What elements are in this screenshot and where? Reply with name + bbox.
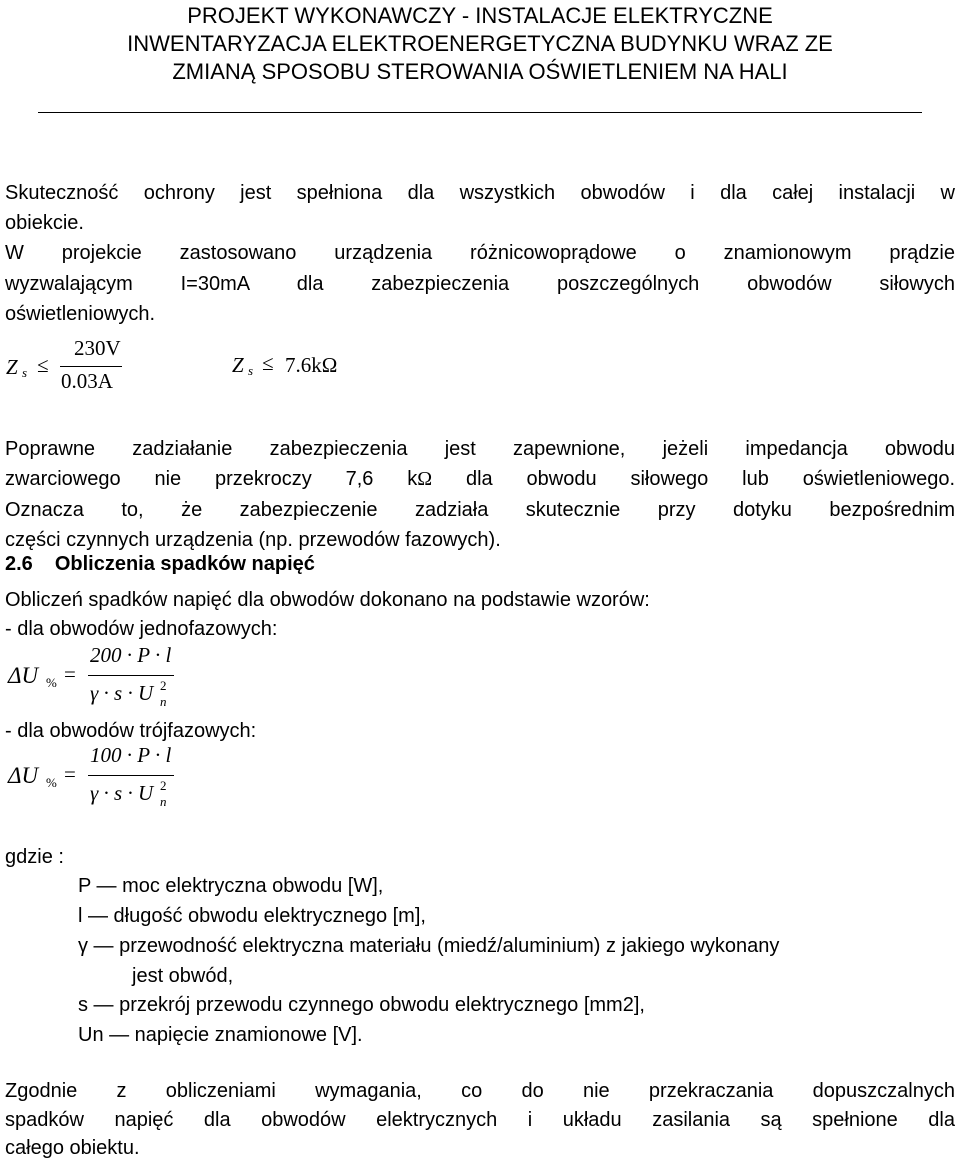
formula-1ph-den-sub: n	[160, 694, 167, 709]
formula-zs-lhs: Z	[6, 355, 18, 379]
ohm-symbol: Ω	[417, 468, 433, 490]
formula-zs2-sub: s	[248, 363, 254, 378]
impedance-l2-part-a: zwarciowego nie przekroczy 7,6 k	[5, 468, 418, 490]
formula-1ph-num: 200 · P · l	[90, 643, 172, 667]
conclusion-l1: Zgodnie z obliczeniami wymagania, co do nie przekraczania dopuszczalnych	[5, 1080, 955, 1102]
formula-3ph-eq: =	[64, 762, 76, 786]
legend-item-conductivity: γ — przewodność elektryczna materiału (miedź/aluminium) z jakiego wykonany	[78, 935, 780, 957]
legend-item-conductivity-cont: jest obwód,	[132, 965, 234, 987]
document-header	[0, 0, 960, 86]
conclusion-l3: całego obiektu.	[5, 1137, 140, 1159]
section-number: 2.6	[5, 553, 33, 575]
formula-zs-den: 0.03A	[61, 369, 113, 393]
formula-1ph-lhs: ΔU	[8, 663, 39, 688]
formula-3ph-lhs: ΔU	[8, 763, 39, 788]
paragraph-rcd-l3: oświetleniowych.	[5, 303, 156, 325]
formula-3ph-den: γ · s · U	[90, 781, 154, 805]
formula-1ph-fraction-line	[88, 675, 174, 676]
formula-zs2-lhs: Z	[232, 353, 244, 377]
legend-where: gdzie :	[5, 846, 64, 868]
formula-3ph-den-sup: 2	[160, 778, 167, 793]
paragraph-protection-l2: obiekcie.	[5, 212, 84, 234]
formula-3ph-fraction-line	[88, 775, 174, 776]
section-title: Obliczenia spadków napięć	[54, 553, 315, 575]
formula-zs-rel: ≤	[37, 353, 49, 377]
legend-item-power: P — moc elektryczna obwodu [W],	[78, 875, 384, 897]
formula-zs-fraction-line	[60, 366, 122, 367]
legend-item-cross-section: s — przekrój przewodu czynnego obwodu elektrycznego [mm2],	[78, 994, 645, 1016]
paragraph-rcd-l2: wyzwalającym I=30mA dla zabezpieczenia poszczególnych obwodów siłowych	[5, 273, 955, 295]
formula-3ph-num: 100 · P · l	[90, 743, 172, 767]
formula-1ph-den-sup: 2	[160, 678, 167, 693]
paragraph-protection-l1: Skuteczność ochrony jest spełniona dla wszystkich obwodów i dla całej instalacji w	[5, 182, 955, 204]
paragraph-impedance-l2	[5, 464, 955, 494]
header-rule	[38, 112, 922, 113]
formula-3ph-den-sub: n	[160, 794, 167, 809]
formula-zs-num: 230V	[74, 336, 121, 360]
paragraph-impedance-l1: Poprawne zadziałanie zabezpieczenia jest zapewnione, jeżeli impedancja obwodu	[5, 438, 955, 460]
paragraph-meaning-l1: Oznacza to, że zabezpieczenie zadziała skutecznie przy dotyku bezpośrednim	[5, 499, 955, 521]
formula-1ph-sub: %	[46, 675, 57, 690]
impedance-l2-part-c: dla obwodu siłowego lub oświetleniowego.	[432, 468, 956, 490]
section-heading	[5, 549, 315, 579]
legend-item-voltage: Un — napięcie znamionowe [V].	[78, 1024, 363, 1046]
legend-item-length: l — długość obwodu elektrycznego [m],	[78, 905, 426, 927]
formula-zs-sub: s	[22, 365, 28, 380]
calc-single-phase: - dla obwodów jednofazowych:	[5, 618, 278, 640]
conclusion-l2: spadków napięć dla obwodów elektrycznych i układu zasilania są spełnione dla	[5, 1109, 955, 1131]
paragraph-rcd-l1: W projekcie zastosowano urządzenia różnicowoprądowe o znamionowym prądzie	[5, 242, 955, 264]
formula-1ph-den: γ · s · U	[90, 681, 154, 705]
calc-three-phase: - dla obwodów trójfazowych:	[5, 720, 257, 742]
formula-zs2-rel: ≤	[262, 351, 274, 375]
header-line-2: INWENTARYZACJA ELEKTROENERGETYCZNA BUDYNKU WRAZ ZE	[127, 31, 833, 56]
paragraph-meaning-l2: części czynnych urządzenia (np. przewodów fazowych).	[5, 529, 501, 551]
calc-intro: Obliczeń spadków napięć dla obwodów dokonano na podstawie wzorów:	[5, 589, 650, 611]
header-line-3: ZMIANĄ SPOSOBU STEROWANIA OŚWIETLENIEM NA HALI	[172, 59, 788, 84]
formula-zs2-value: 7.6kΩ	[285, 353, 338, 377]
formula-3ph-sub: %	[46, 775, 57, 790]
formula-1ph-eq: =	[64, 662, 76, 686]
header-line-1: PROJEKT WYKONAWCZY - INSTALACJE ELEKTRYCZNE	[187, 3, 773, 28]
